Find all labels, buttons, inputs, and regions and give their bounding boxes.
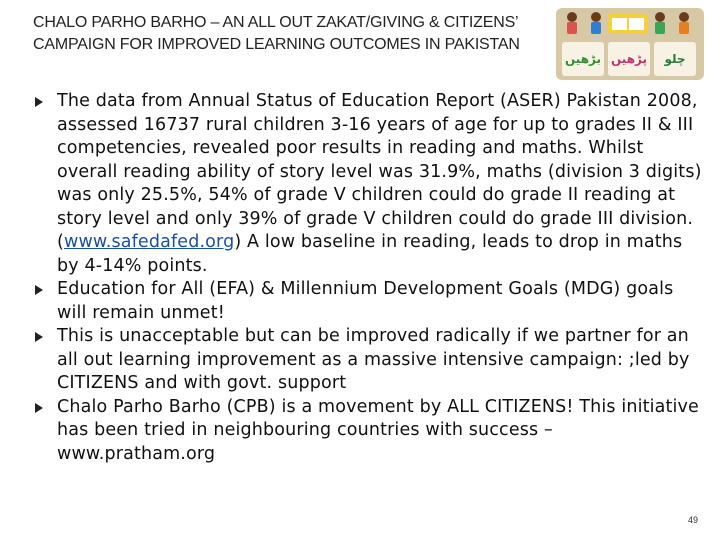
slide-title: CHALO PARHO BARHO – AN ALL OUT ZAKAT/GIVING & CITIZENS’ CAMPAIGN FOR IMPROVED LEARNING OUTCOMES IN PAKISTAN xyxy=(33,14,520,53)
bullet-arrow-icon xyxy=(35,285,43,295)
bullet-text-aser-before: The data from Annual Status of Education Report (ASER) Pakistan 2008, assessed 16737 rural children 3-16 years of age for up to grades II & III competencies, revealed poor results in reading and maths. Whilst overall reading ability of story level was 31.9%, maths (division 3 digits) was only 25.5%, 54% of grade V children could do grade II reading at story level and only 39% of grade V children could do grade III division. ( xyxy=(57,91,702,252)
bullet-arrow-icon xyxy=(35,332,43,342)
safedafed-link[interactable]: www.safedafed.org xyxy=(63,232,235,252)
bullet-text-efa: Education for All (EFA) & Millennium Development Goals (MDG) goals will remain unmet! xyxy=(57,279,674,323)
bullet-item-efa xyxy=(33,278,705,325)
bullet-text-unacceptable: This is unacceptable but can be improved radically if we partner for an all out learning improvement as a massive intensive campaign: ;led by CITIZENS and with govt. support xyxy=(57,326,690,393)
bullet-item-cpb xyxy=(33,396,705,467)
bullet-item-unacceptable xyxy=(33,325,705,396)
bullet-arrow-icon xyxy=(35,403,43,413)
bullet-text-cpb: Chalo Parho Barho (CPB) is a movement by ALL CITIZENS! This initiative has been tried in neighbouring countries with success – www.pratham.org xyxy=(57,396,699,464)
children-reading-logo-icon xyxy=(556,8,704,38)
bullet-item-aser xyxy=(33,90,705,278)
bullet-arrow-icon xyxy=(35,97,43,107)
logo-word-tiles xyxy=(562,42,696,76)
logo-word-chalo: چلو xyxy=(654,42,696,76)
bullet-list xyxy=(33,90,705,466)
bullet-text-aser-after: ) A low baseline in reading, leads to drop in maths by 4-14% points. xyxy=(57,232,683,276)
logo-word-barhein: بڑھیں xyxy=(562,42,604,76)
chalo-parho-barho-logo xyxy=(556,8,704,80)
page-number: 49 xyxy=(688,515,699,525)
logo-word-parhein: پڑھیں xyxy=(608,42,650,76)
